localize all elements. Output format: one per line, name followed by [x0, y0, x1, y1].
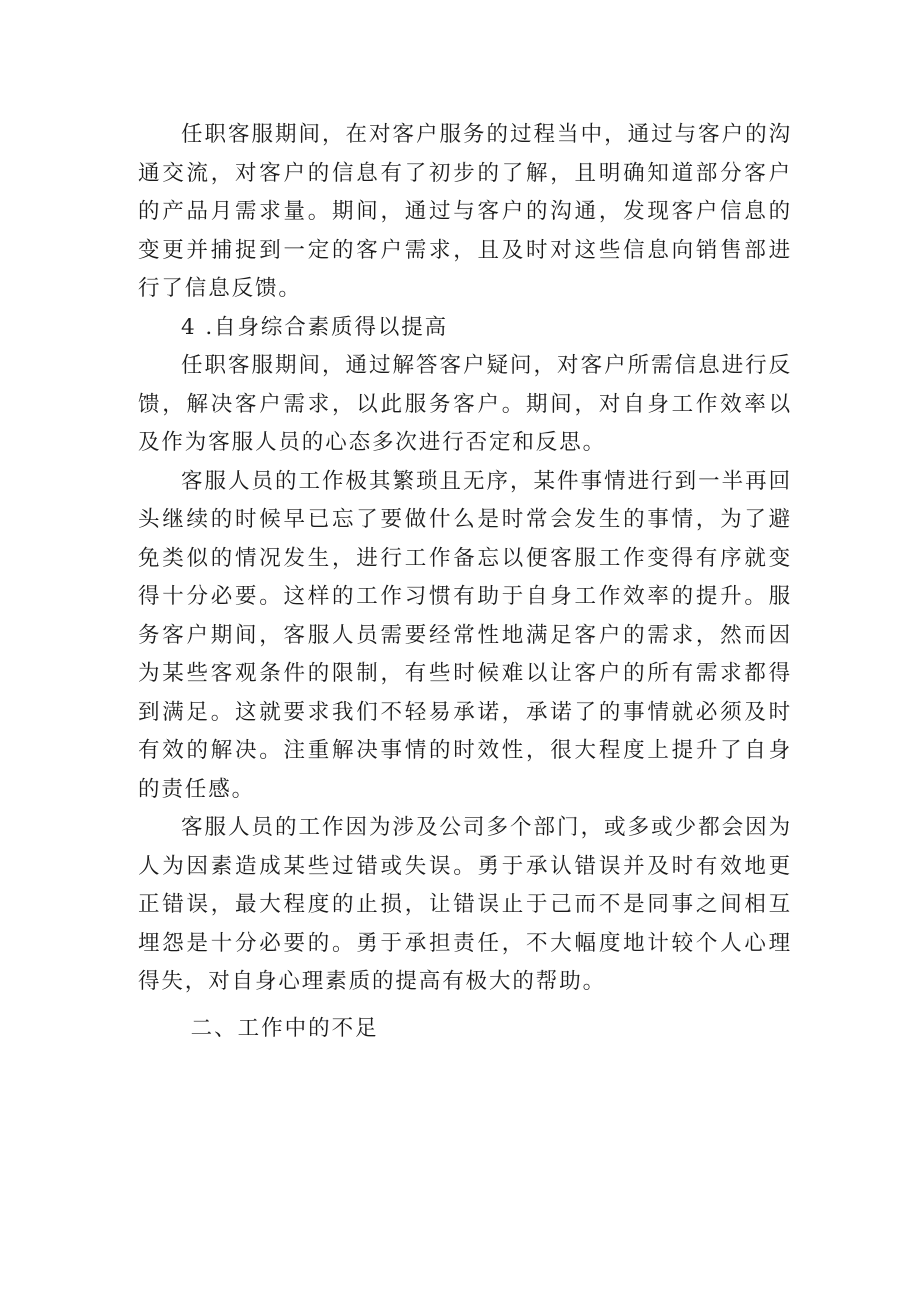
- document-body: [138, 116, 792, 1048]
- paragraph-responsibility: 客服人员的工作因为涉及公司多个部门，或多或少都会因为人为因素造成某些过错或失误。勇于承认错误并及时有效地更正错误，最大程度的止损，让错误止于己而不是同事之间相互埋怨是十分必要的。勇于承担责任，不大幅度地计较个人心理得失，对自身心理素质的提高有极大的帮助。: [138, 815, 792, 994]
- paragraph-answering-questions: 任职客服期间，通过解答客户疑问，对客户所需信息进行反馈，解决客户需求，以此服务客户。期间，对自身工作效率以及作为客服人员的心态多次进行否定和反思。: [138, 353, 792, 455]
- paragraph-customer-info: 任职客服期间，在对客户服务的过程当中，通过与客户的沟通交流，对客户的信息有了初步的了解，且明确知道部分客户的产品月需求量。期间，通过与客户的沟通，发现客户信息的变更并捕捉到一定的客户需求，且及时对这些信息向销售部进行了信息反馈。: [138, 122, 792, 301]
- subheading-self-quality: 4 .自身综合素质得以提高: [181, 314, 449, 340]
- paragraph-work-efficiency: 客服人员的工作极其繁琐且无序，某件事情进行到一半再回头继续的时候早已忘了要做什么是时常会发生的事情，为了避免类似的情况发生，进行工作备忘以便客服工作变得有序就变得十分必要。这样的工作习惯有助于自身工作效率的提升。服务客户期间，客服人员需要经常性地满足客户的需求，然而因为某些客观条件的限制，有些时候难以让客户的所有需求都得到满足。这就要求我们不轻易承诺，承诺了的事情就必须及时有效的解决。注重解决事情的时效性，很大程度上提升了自身的责任感。: [138, 468, 792, 802]
- section-title-shortcomings: 二、工作中的不足: [190, 1015, 379, 1041]
